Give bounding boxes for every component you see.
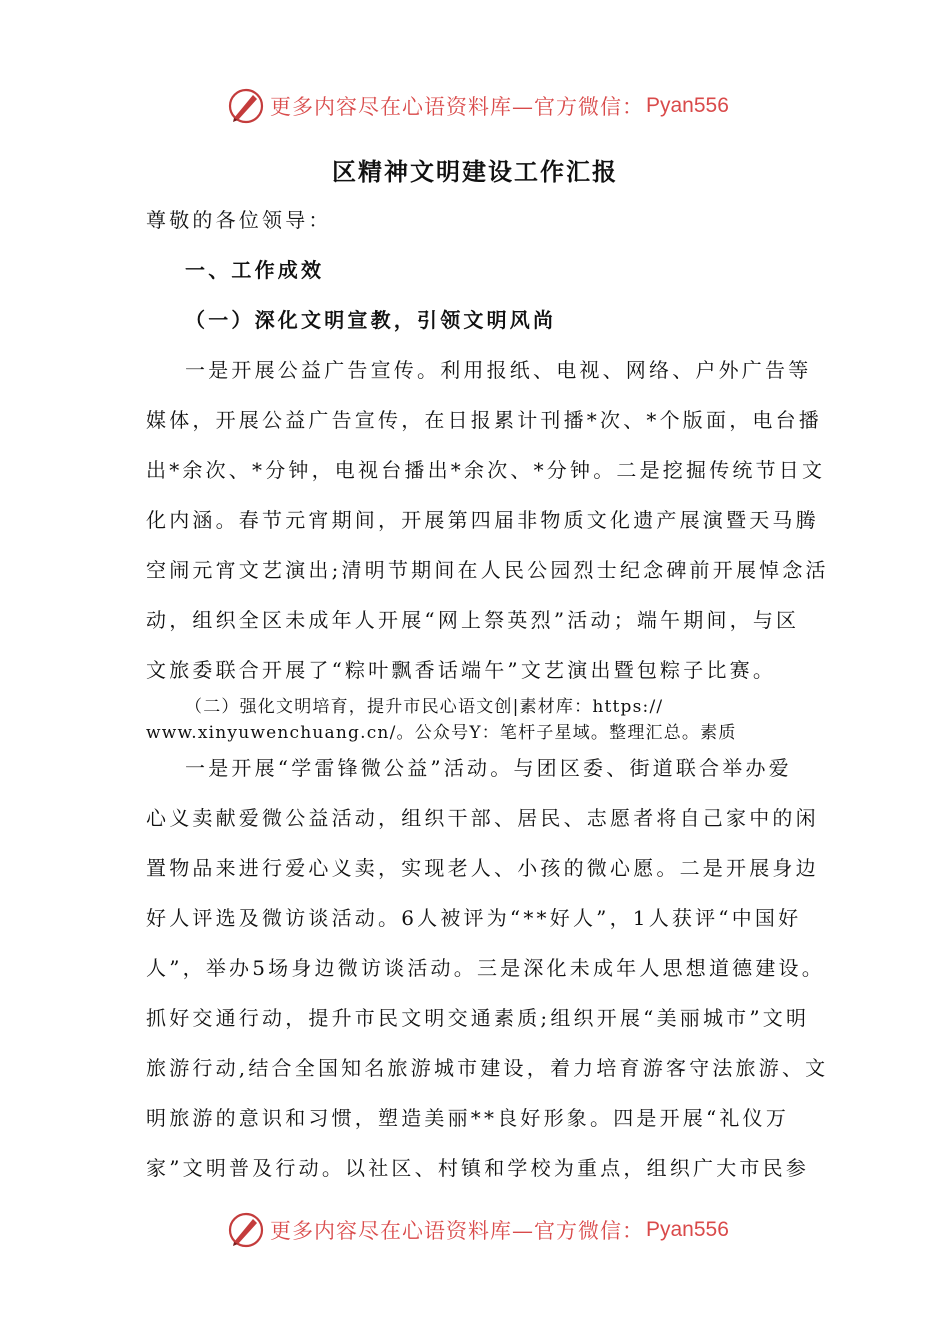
section-heading: 一、工作成效 xyxy=(185,258,325,282)
banner-text: 更多内容尽在心语资料库—官方微信： xyxy=(270,1219,644,1243)
paragraph-line: 抓好交通行动，提升市民文明交通素质;组织开展“美丽城市”文明 xyxy=(146,1006,810,1030)
paragraph-line: 好人评选及微访谈活动。6人被评为“**好人”，1人获评“中国好 xyxy=(146,906,802,930)
subsection-heading: （一）深化文明宣教，引领文明风尚 xyxy=(185,308,557,332)
paragraph-line: 空闹元宵文艺演出;清明节期间在人民公园烈士纪念碑前开展悼念活 xyxy=(146,558,829,582)
pen-logo-icon xyxy=(226,1210,266,1250)
paragraph-line: 人”，举办5场身边微访谈活动。三是深化未成年人思想道德建设。 xyxy=(146,956,825,980)
salutation: 尊敬的各位领导： xyxy=(146,208,332,232)
paragraph-line: 家”文明普及行动。以社区、村镇和学校为重点，组织广大市民参 xyxy=(146,1156,810,1180)
paragraph-line: 出*余次、*分钟，电视台播出*余次、*分钟。二是挖掘传统节日文 xyxy=(146,458,826,482)
banner-wechat-id: Pyan556 xyxy=(646,94,729,117)
paragraph-line: 动，组织全区未成年人开展“网上祭英烈”活动；端午期间，与区 xyxy=(146,608,800,632)
banner-text: 更多内容尽在心语资料库—官方微信： xyxy=(270,95,644,119)
paragraph-line: 一是开展公益广告宣传。利用报纸、电视、网络、户外广告等 xyxy=(185,358,812,382)
banner-wechat-id: Pyan556 xyxy=(646,1218,729,1241)
paragraph-line: 明旅游的意识和习惯，塑造美丽**良好形象。四是开展“礼仪万 xyxy=(146,1106,790,1130)
footer-banner xyxy=(226,1208,729,1252)
subsection-heading-continued: www.xinyuwenchuang.cn/。公众号Y：笔杆子星域。整理汇总。素质 xyxy=(146,723,737,743)
subsection-heading: （二）强化文明培育，提升市民心语文创|素材库：https:// xyxy=(185,697,664,717)
paragraph-line: 置物品来进行爱心义卖，实现老人、小孩的微心愿。二是开展身边 xyxy=(146,856,819,880)
paragraph-line: 一是开展“学雷锋微公益”活动。与团区委、街道联合举办爱 xyxy=(185,756,792,780)
pen-logo-icon xyxy=(226,86,266,126)
paragraph-line: 媒体，开展公益广告宣传，在日报累计刊播*次、*个版面，电台播 xyxy=(146,408,822,432)
page-title: 区精神文明建设工作汇报 xyxy=(332,157,618,186)
paragraph-line: 心义卖献爱微公益活动，组织干部、居民、志愿者将自己家中的闲 xyxy=(146,806,819,830)
header-banner xyxy=(226,84,729,128)
paragraph-line: 旅游行动,结合全国知名旅游城市建设，着力培育游客守法旅游、文 xyxy=(146,1056,829,1080)
paragraph-line: 文旅委联合开展了“粽叶飘香话端午”文艺演出暨包粽子比赛。 xyxy=(146,658,777,682)
paragraph-line: 化内涵。春节元宵期间，开展第四届非物质文化遗产展演暨天马腾 xyxy=(146,508,819,532)
